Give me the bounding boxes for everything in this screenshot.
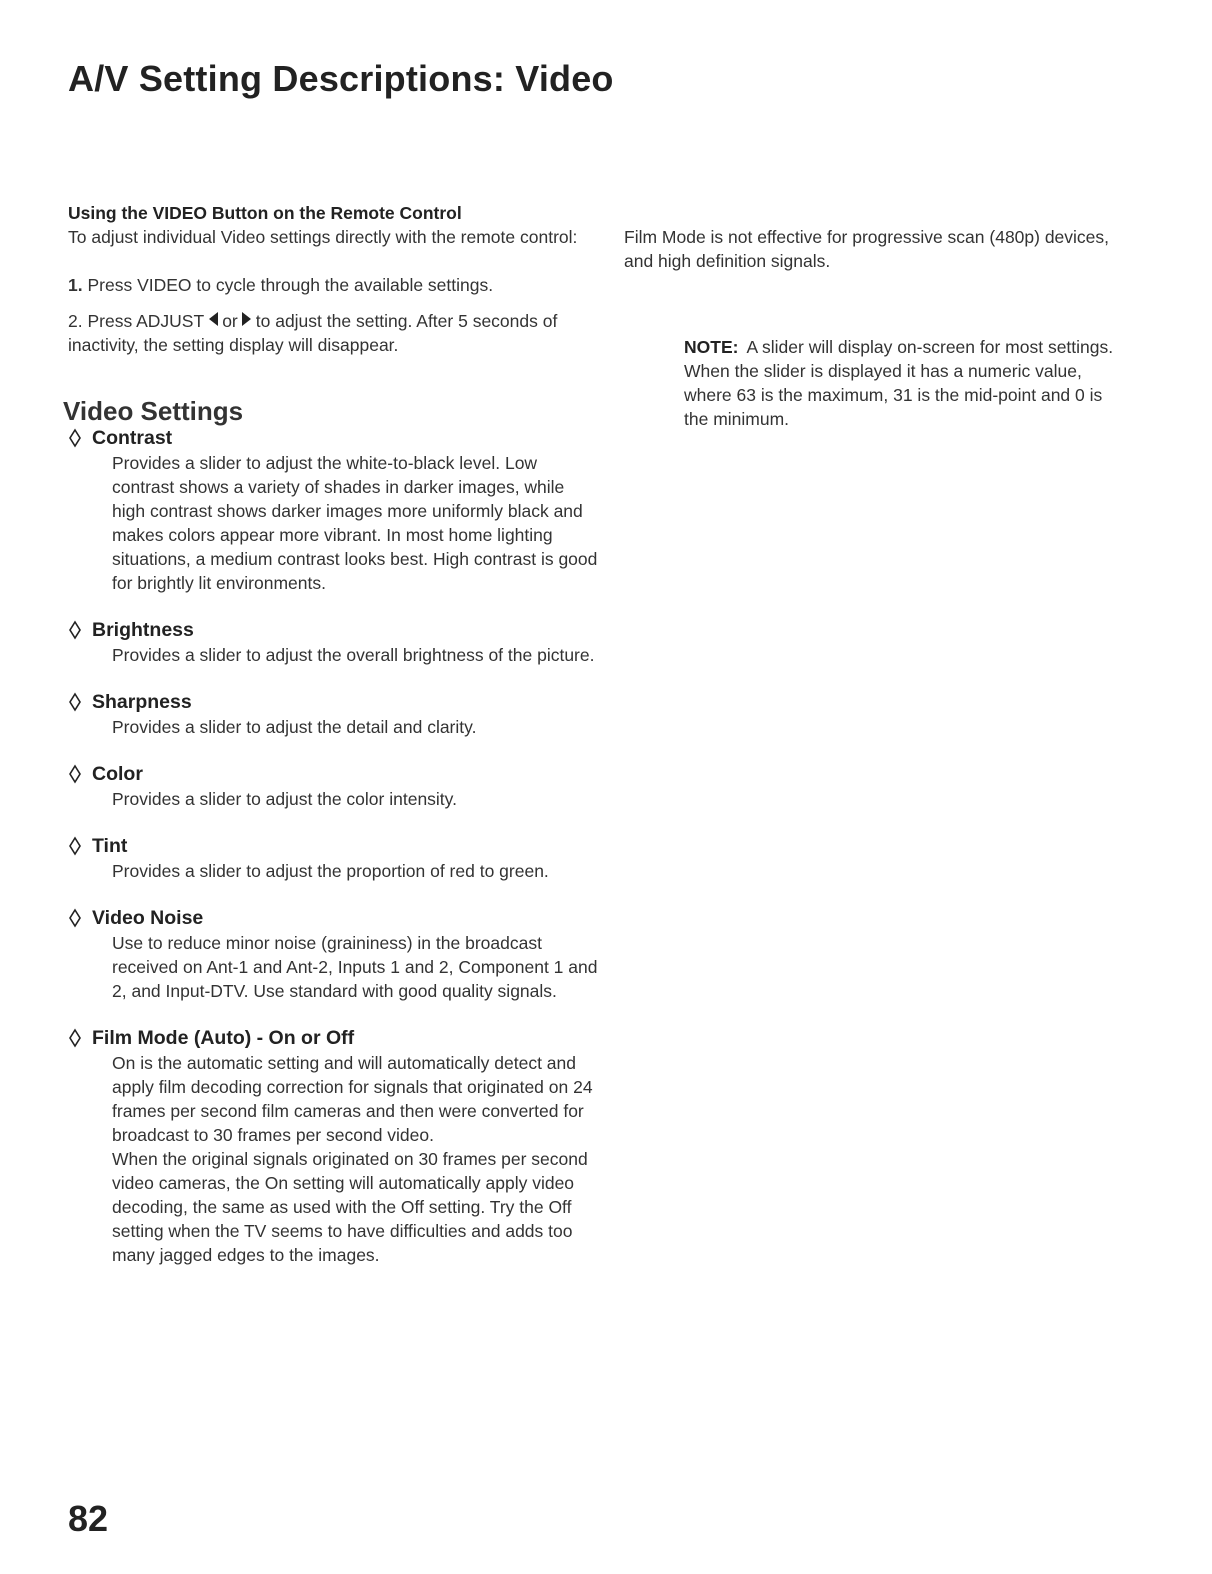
setting-contrast	[68, 425, 598, 595]
setting-title: Contrast	[68, 425, 598, 451]
setting-title: Color	[68, 761, 598, 787]
right-arrow-icon	[242, 312, 251, 326]
page-number: 82	[68, 1498, 109, 1539]
diamond-bullet-icon	[68, 620, 82, 640]
diamond-bullet-icon	[68, 428, 82, 448]
setting-title: Video Noise	[68, 905, 598, 931]
diamond-bullet-icon	[68, 836, 82, 856]
step-1	[68, 273, 598, 297]
setting-description: Provides a slider to adjust the white-to-black level. Low contrast shows a variety of shades in darker images, while high contrast shows darker images more uniformly black and makes colors appear more vibrant. In most home lighting situations, a medium contrast looks best. High contrast is good for brightly lit environments.	[112, 453, 598, 593]
note-label: NOTE:	[684, 337, 739, 357]
remote-section-intro: To adjust individual Video settings directly with the remote control:	[68, 227, 578, 247]
slider-note	[624, 335, 1124, 431]
setting-description: Provides a slider to adjust the proportion of red to green.	[112, 861, 549, 881]
setting-description: Provides a slider to adjust the color intensity.	[112, 789, 457, 809]
remote-section-heading: Using the VIDEO Button on the Remote Control	[68, 203, 462, 223]
note-text: A slider will display on-screen for most settings. When the slider is displayed it has a numeric value, where 63 is the maximum, 31 is the mid-point and 0 is the minimum.	[684, 337, 1114, 429]
video-settings-heading: Video Settings	[63, 396, 244, 426]
step-1-text: Press VIDEO to cycle through the available settings.	[87, 275, 494, 295]
step-2	[68, 309, 598, 357]
left-arrow-icon	[209, 312, 218, 326]
film-mode-note: Film Mode is not effective for progressive scan (480p) devices, and high definition signals.	[624, 227, 1110, 271]
setting-title: Sharpness	[68, 689, 598, 715]
setting-description: On is the automatic setting and will automatically detect and apply film decoding correction for signals that originated on 24 frames per second film cameras and then were converted for broadcast to 30 frames per second video.	[112, 1053, 593, 1145]
diamond-bullet-icon	[68, 764, 82, 784]
setting-sharpness	[68, 689, 598, 739]
setting-title: Brightness	[68, 617, 598, 643]
setting-description: Use to reduce minor noise (graininess) in the broadcast received on Ant-1 and Ant-2, Inputs 1 and 2, Component 1 and 2, and Input-DTV. Use standard with good quality signals.	[112, 933, 598, 1001]
diamond-bullet-icon	[68, 908, 82, 928]
setting-description: Provides a slider to adjust the detail and clarity.	[112, 717, 477, 737]
step-1-number: 1.	[68, 275, 83, 295]
diamond-bullet-icon	[68, 692, 82, 712]
step-2-text-after: to adjust the setting. After 5 seconds of inactivity, the setting display will disappear.	[68, 311, 558, 355]
step-2-or: or	[222, 311, 238, 331]
setting-brightness	[68, 617, 598, 667]
left-column	[63, 201, 598, 1267]
setting-title: Film Mode (Auto) - On or Off	[68, 1025, 598, 1051]
setting-title: Tint	[68, 833, 598, 859]
setting-video-noise	[68, 905, 598, 1003]
setting-description-continued: When the original signals originated on 30 frames per second video cameras, the On setting will automatically apply video decoding, the same as used with the Off setting. Try the Off setting when the TV seems to have difficulties and adds too many jagged edges to the images.	[112, 1149, 588, 1265]
right-column	[624, 225, 1124, 431]
page-title: A/V Setting Descriptions: Video	[68, 58, 614, 99]
setting-description: Provides a slider to adjust the overall brightness of the picture.	[112, 645, 595, 665]
diamond-bullet-icon	[68, 1028, 82, 1048]
step-2-number: 2.	[68, 311, 83, 331]
setting-film-mode	[68, 1025, 598, 1267]
step-2-text-before: Press ADJUST	[87, 311, 205, 331]
setting-color	[68, 761, 598, 811]
setting-tint	[68, 833, 598, 883]
